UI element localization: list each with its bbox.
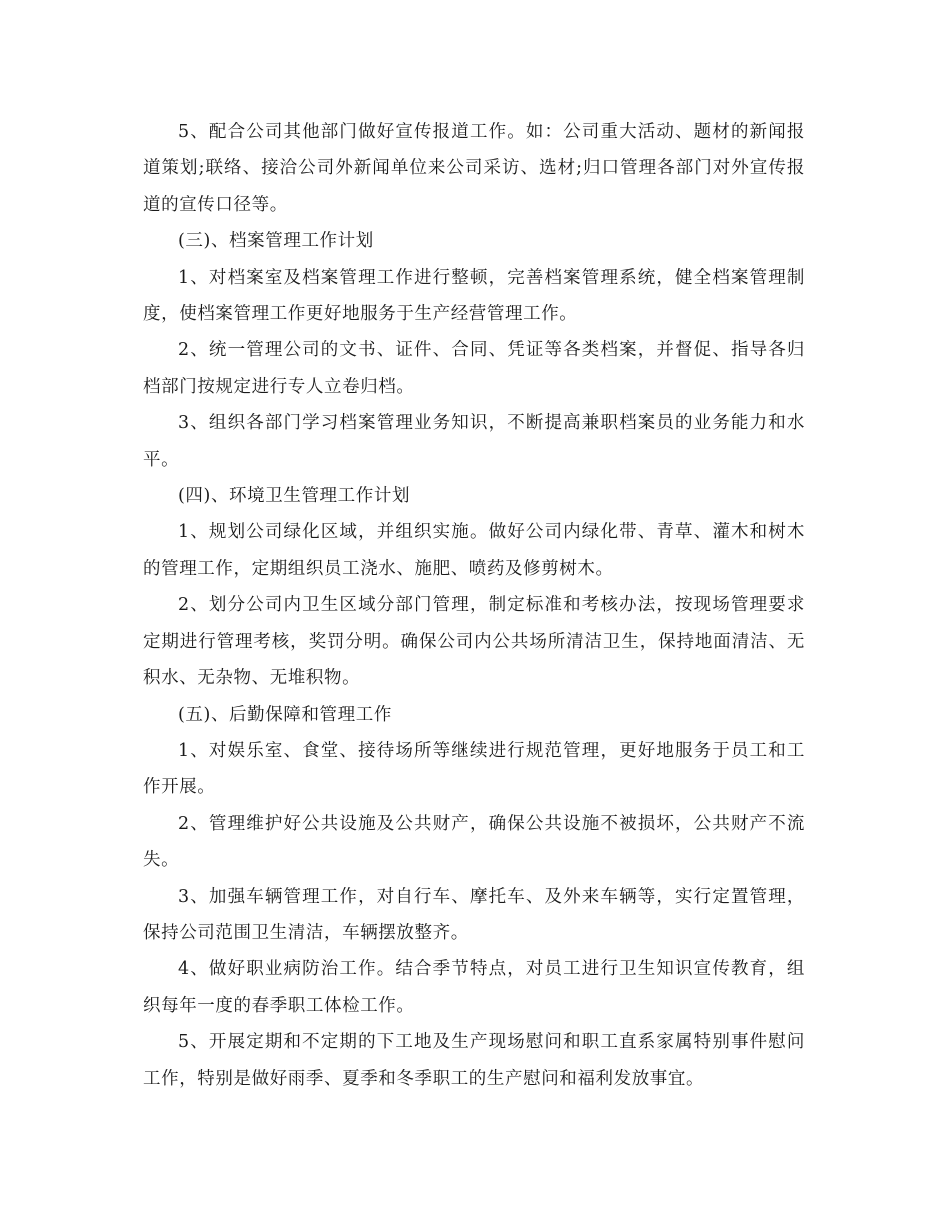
section-heading-logistics: (五)、后勤保障和管理工作 <box>178 704 392 725</box>
paragraph-logistics-4: 4、做好职业病防治工作。结合季节特点，对员工进行卫生知识宣传教育，组织每年一度的春季职工体检工作。 <box>143 959 805 1016</box>
paragraph-item-5-publicity: 5、配合公司其他部门做好宣传报道工作。如：公司重大活动、题材的新闻报道策划;联络、接洽公司外新闻单位来公司采访、选材;归口管理各部门对外宣传报道的宣传口径等。 <box>143 122 805 215</box>
paragraph-environment-2: 2、划分公司内卫生区域分部门管理，制定标准和考核办法，按现场管理要求定期进行管理考核，奖罚分明。确保公司内公共场所清洁卫生，保持地面清洁、无积水、无杂物、无堆积物。 <box>143 595 805 689</box>
paragraph-archives-3: 3、组织各部门学习档案管理业务知识，不断提高兼职档案员的业务能力和水平。 <box>143 413 805 470</box>
paragraph-logistics-5: 5、开展定期和不定期的下工地及生产现场慰问和职工直系家属特别事件慰问工作，特别是做好雨季、夏季和冬季职工的生产慰问和福利发放事宜。 <box>143 1032 805 1089</box>
paragraph-environment-1: 1、规划公司绿化区域，并组织实施。做好公司内绿化带、青草、灌木和树木的管理工作，定期组织员工浇水、施肥、喷药及修剪树木。 <box>143 522 805 579</box>
paragraph-archives-1: 1、对档案室及档案管理工作进行整顿，完善档案管理系统，健全档案管理制度，使档案管理工作更好地服务于生产经营管理工作。 <box>143 267 805 325</box>
section-heading-environment: (四)、环境卫生管理工作计划 <box>178 486 411 507</box>
paragraph-logistics-3: 3、加强车辆管理工作，对自行车、摩托车、及外来车辆等，实行定置管理，保持公司范围卫生清洁，车辆摆放整齐。 <box>143 886 805 943</box>
paragraph-logistics-1: 1、对娱乐室、食堂、接待场所等继续进行规范管理，更好地服务于员工和工作开展。 <box>143 740 805 798</box>
section-heading-archives: (三)、档案管理工作计划 <box>178 231 374 252</box>
paragraph-logistics-2: 2、管理维护好公共设施及公共财产，确保公共设施不被损坏，公共财产不流失。 <box>143 813 805 871</box>
document-body <box>143 114 805 1097</box>
paragraph-archives-2: 2、统一管理公司的文书、证件、合同、凭证等各类档案，并督促、指导各归档部门按规定进行专人立卷归档。 <box>143 340 805 397</box>
